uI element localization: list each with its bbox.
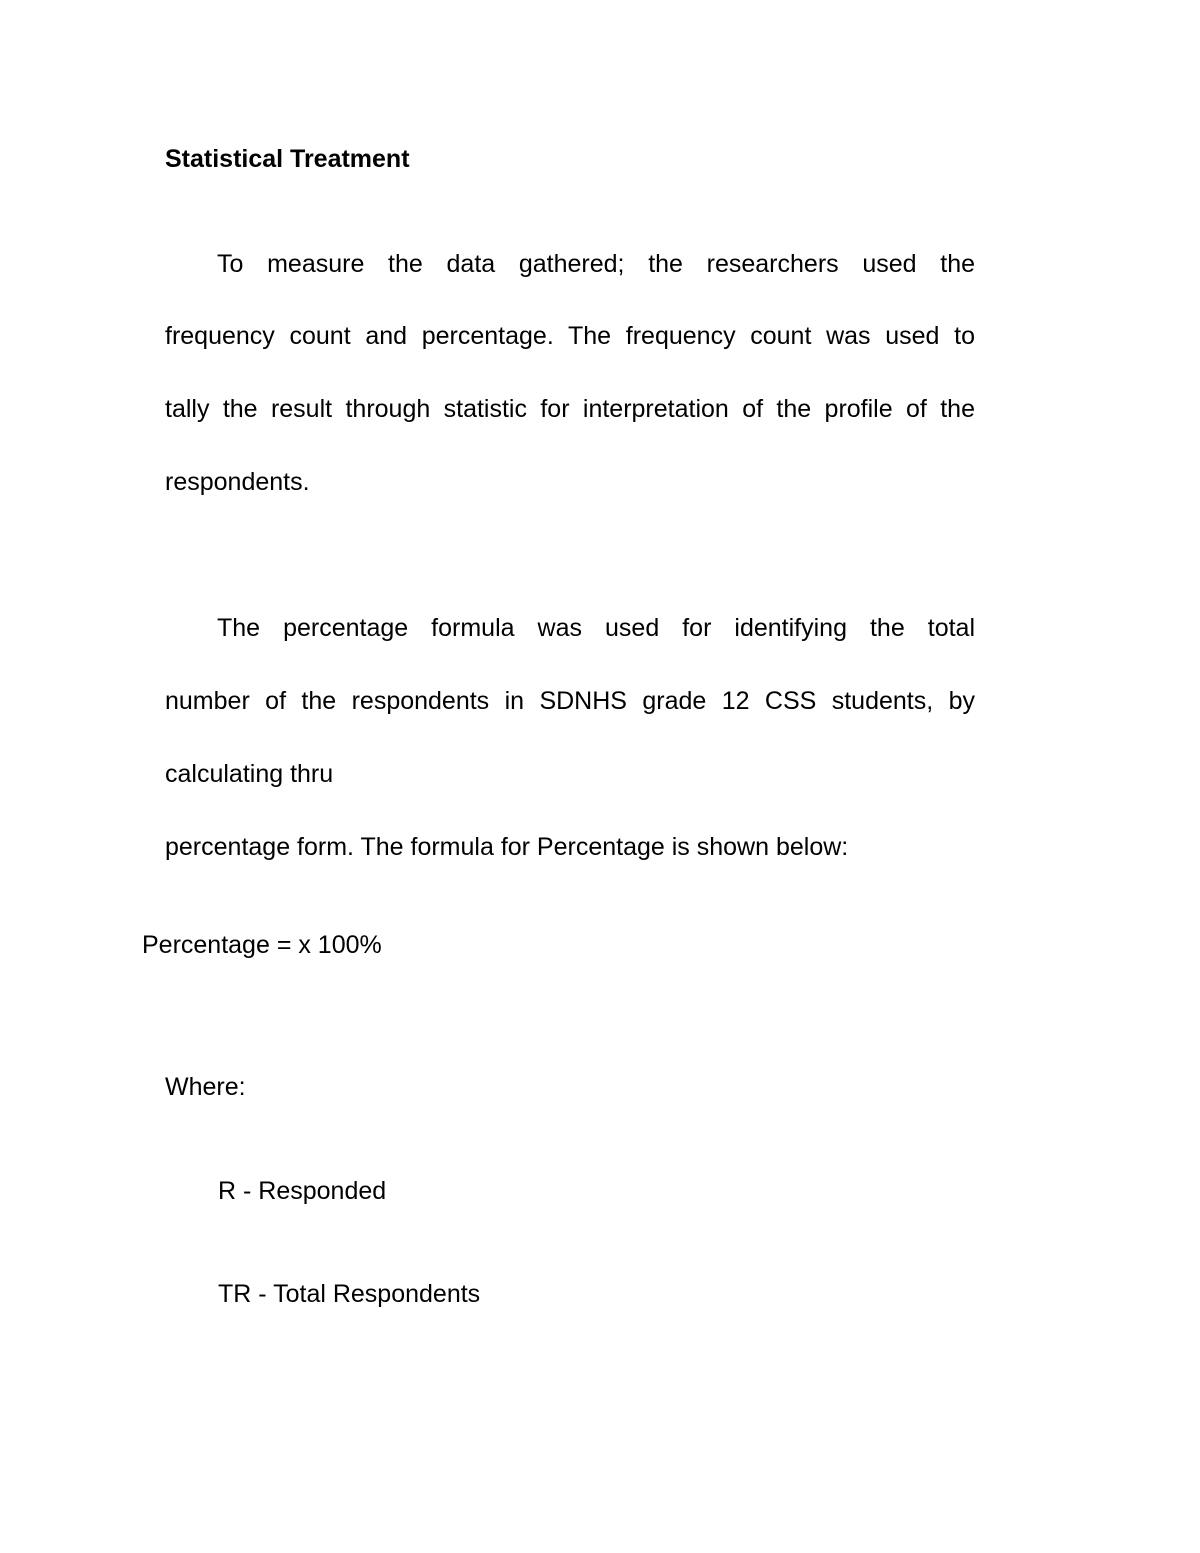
- paragraph-1-line-1: To measure the data gathered; the researchers used the: [217, 250, 975, 278]
- where-label: Where:: [165, 1073, 246, 1101]
- paragraph-1-line-3: tally the result through statistic for interpretation of the profile of the: [165, 395, 975, 423]
- definition-responded: R - Responded: [218, 1177, 387, 1205]
- paragraph-2-line-2: number of the respondents in SDNHS grade 12 CSS students, by: [165, 687, 975, 715]
- paragraph-2-line-4: percentage form. The formula for Percentage is shown below:: [165, 833, 849, 861]
- definition-total-respondents: TR - Total Respondents: [218, 1280, 481, 1308]
- percentage-formula: Percentage = x 100%: [142, 931, 382, 959]
- section-heading: Statistical Treatment: [165, 145, 410, 173]
- paragraph-1-line-4: respondents.: [165, 468, 310, 496]
- paragraph-1-line-2: frequency count and percentage. The frequency count was used to: [165, 322, 975, 350]
- paragraph-2-line-1: The percentage formula was used for identifying the total: [217, 614, 975, 642]
- paragraph-2-line-3: calculating thru: [165, 760, 334, 788]
